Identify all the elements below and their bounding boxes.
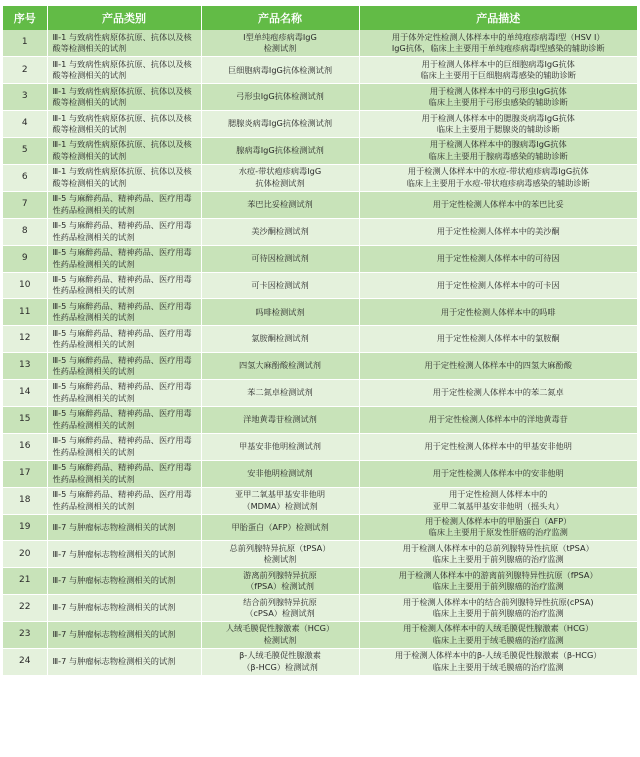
cell-index: 19 [3,514,47,541]
table-row [3,514,637,541]
cell-product-name: 四氢大麻酚酸检测试剂 [201,353,359,380]
cell-product-name: 水痘-带状疱疹病毒IgG 抗体检测试剂 [201,164,359,191]
cell-index: 23 [3,622,47,649]
table-row [3,648,637,675]
cell-category: Ⅲ-5 与麻醉药品、精神药品、医疗用毒性药品检测相关的试剂 [47,218,201,245]
header-product-name: 产品名称 [201,6,359,30]
cell-index: 24 [3,648,47,675]
cell-product-name: 游离前列腺特异抗原 （fPSA）检测试剂 [201,568,359,595]
cell-product-name: 苯巴比妥检测试剂 [201,191,359,218]
cell-category: Ⅲ-5 与麻醉药品、精神药品、医疗用毒性药品检测相关的试剂 [47,460,201,487]
cell-product-name: 人绒毛膜促性腺激素（HCG） 检测试剂 [201,622,359,649]
table-row [3,272,637,299]
table-row [3,299,637,326]
cell-description: 用于检测人体样本中的甲胎蛋白（AFP） 临床上主要用于原发性肝癌的治疗监测 [359,514,637,541]
cell-index: 5 [3,138,47,165]
cell-product-name: 苯二氮卓检测试剂 [201,380,359,407]
cell-category: Ⅲ-1 与致病性病原体抗原、抗体以及核酸等检测相关的试剂 [47,164,201,191]
table-row [3,111,637,138]
cell-product-name: 巨细胞病毒IgG抗体检测试剂 [201,57,359,84]
cell-category: Ⅲ-5 与麻醉药品、精神药品、医疗用毒性药品检测相关的试剂 [47,299,201,326]
cell-product-name: 腮腺炎病毒IgG抗体检测试剂 [201,111,359,138]
cell-category: Ⅲ-5 与麻醉药品、精神药品、医疗用毒性药品检测相关的试剂 [47,380,201,407]
cell-product-name: 可卡因检测试剂 [201,272,359,299]
cell-product-name: 可待因检测试剂 [201,245,359,272]
cell-category: Ⅲ-5 与麻醉药品、精神药品、医疗用毒性药品检测相关的试剂 [47,406,201,433]
cell-product-name: β-人绒毛膜促性腺激素 （β-HCG）检测试剂 [201,648,359,675]
cell-index: 20 [3,541,47,568]
table-row [3,622,637,649]
table-row [3,433,637,460]
cell-category: Ⅲ-5 与麻醉药品、精神药品、医疗用毒性药品检测相关的试剂 [47,433,201,460]
table-row [3,406,637,433]
cell-category: Ⅲ-7 与肿瘤标志物检测相关的试剂 [47,622,201,649]
cell-index: 11 [3,299,47,326]
cell-category: Ⅲ-1 与致病性病原体抗原、抗体以及核酸等检测相关的试剂 [47,111,201,138]
table-body [3,30,637,675]
table-row [3,30,637,57]
header-category: 产品类别 [47,6,201,30]
table-row [3,541,637,568]
table-row [3,487,637,514]
cell-category: Ⅲ-7 与肿瘤标志物检测相关的试剂 [47,648,201,675]
table-row [3,164,637,191]
table-row [3,191,637,218]
cell-description: 用于检测人体样本中的总前列腺特异性抗原（tPSA） 临床上主要用于前列腺癌的治疗监测 [359,541,637,568]
cell-category: Ⅲ-5 与麻醉药品、精神药品、医疗用毒性药品检测相关的试剂 [47,487,201,514]
cell-index: 1 [3,30,47,57]
cell-index: 16 [3,433,47,460]
product-table [3,6,637,676]
cell-description: 用于定性检测人体样本中的苯巴比妥 [359,191,637,218]
cell-index: 4 [3,111,47,138]
table-header [3,6,637,30]
header-row [3,6,637,30]
cell-description: 用于定性检测人体样本中的可待因 [359,245,637,272]
cell-index: 8 [3,218,47,245]
table-row [3,568,637,595]
cell-product-name: 美沙酮检测试剂 [201,218,359,245]
cell-index: 22 [3,595,47,622]
table-row [3,218,637,245]
cell-description: 用于检测人体样本中的人绒毛膜促性腺激素（HCG） 临床上主要用于绒毛膜癌的治疗监测 [359,622,637,649]
cell-description: 用于检测人体样本中的游离前列腺特异性抗原（fPSA） 临床上主要用于前列腺癌的治疗监测 [359,568,637,595]
cell-description: 用于定性检测人体样本中的洋地黄毒苷 [359,406,637,433]
cell-description: 用于定性检测人体样本中的可卡因 [359,272,637,299]
cell-description: 用于检测人体样本中的水痘-带状疱疹病毒IgG抗体 临床上主要用于水痘-带状疱疹病毒感染的辅助诊断 [359,164,637,191]
cell-product-name: 甲基安非他明检测试剂 [201,433,359,460]
cell-index: 15 [3,406,47,433]
cell-product-name: 结合前列腺特异抗原 （cPSA）检测试剂 [201,595,359,622]
cell-index: 3 [3,84,47,111]
table-row [3,460,637,487]
cell-description: 用于体外定性检测人体样本中的单纯疱疹病毒Ⅰ型（HSV Ⅰ） IgG抗体，临床上主要用于单纯疱疹病毒Ⅰ型感染的辅助诊断 [359,30,637,57]
cell-category: Ⅲ-7 与肿瘤标志物检测相关的试剂 [47,541,201,568]
cell-index: 14 [3,380,47,407]
table-row [3,353,637,380]
cell-product-name: 吗啡检测试剂 [201,299,359,326]
header-description: 产品描述 [359,6,637,30]
cell-category: Ⅲ-7 与肿瘤标志物检测相关的试剂 [47,568,201,595]
table-row [3,57,637,84]
table-row [3,245,637,272]
cell-description: 用于检测人体样本中的腺病毒IgG抗体 临床上主要用于腺病毒感染的辅助诊断 [359,138,637,165]
cell-description: 用于检测人体样本中的结合前列腺特异性抗原(cPSA) 临床上主要用于前列腺癌的治疗监测 [359,595,637,622]
cell-index: 2 [3,57,47,84]
cell-product-name: 总前列腺特异抗原（tPSA） 检测试剂 [201,541,359,568]
cell-category: Ⅲ-5 与麻醉药品、精神药品、医疗用毒性药品检测相关的试剂 [47,326,201,353]
cell-category: Ⅲ-5 与麻醉药品、精神药品、医疗用毒性药品检测相关的试剂 [47,245,201,272]
cell-description: 用于检测人体样本中的β-人绒毛膜促性腺激素（β-HCG） 临床上主要用于绒毛膜癌的治疗监测 [359,648,637,675]
table-row [3,84,637,111]
cell-description: 用于定性检测人体样本中的 亚甲二氧基甲基安非他明（摇头丸） [359,487,637,514]
cell-product-name: 氯胺酮检测试剂 [201,326,359,353]
cell-description: 用于定性检测人体样本中的美沙酮 [359,218,637,245]
cell-description: 用于定性检测人体样本中的甲基安非他明 [359,433,637,460]
cell-product-name: 安非他明检测试剂 [201,460,359,487]
cell-category: Ⅲ-1 与致病性病原体抗原、抗体以及核酸等检测相关的试剂 [47,57,201,84]
cell-index: 12 [3,326,47,353]
cell-category: Ⅲ-1 与致病性病原体抗原、抗体以及核酸等检测相关的试剂 [47,138,201,165]
cell-description: 用于定性检测人体样本中的四氢大麻酚酸 [359,353,637,380]
cell-category: Ⅲ-7 与肿瘤标志物检测相关的试剂 [47,595,201,622]
table-row [3,138,637,165]
cell-index: 21 [3,568,47,595]
cell-product-name: 弓形虫IgG抗体检测试剂 [201,84,359,111]
cell-description: 用于定性检测人体样本中的氯胺酮 [359,326,637,353]
table-row [3,595,637,622]
cell-index: 18 [3,487,47,514]
cell-index: 7 [3,191,47,218]
table-row [3,326,637,353]
table-row [3,380,637,407]
cell-product-name: 洋地黄毒苷检测试剂 [201,406,359,433]
cell-description: 用于检测人体样本中的腮腺炎病毒IgG抗体 临床上主要用于腮腺炎的辅助诊断 [359,111,637,138]
cell-index: 17 [3,460,47,487]
cell-description: 用于定性检测人体样本中的吗啡 [359,299,637,326]
cell-index: 10 [3,272,47,299]
cell-description: 用于定性检测人体样本中的苯二氮卓 [359,380,637,407]
cell-category: Ⅲ-7 与肿瘤标志物检测相关的试剂 [47,514,201,541]
cell-index: 6 [3,164,47,191]
cell-category: Ⅲ-1 与致病性病原体抗原、抗体以及核酸等检测相关的试剂 [47,84,201,111]
cell-description: 用于检测人体样本中的弓形虫IgG抗体 临床上主要用于弓形虫感染的辅助诊断 [359,84,637,111]
cell-category: Ⅲ-5 与麻醉药品、精神药品、医疗用毒性药品检测相关的试剂 [47,353,201,380]
header-index: 序号 [3,6,47,30]
cell-product-name: 甲胎蛋白（AFP）检测试剂 [201,514,359,541]
cell-index: 13 [3,353,47,380]
cell-description: 用于检测人体样本中的巨细胞病毒IgG抗体 临床上主要用于巨细胞病毒感染的辅助诊断 [359,57,637,84]
cell-category: Ⅲ-5 与麻醉药品、精神药品、医疗用毒性药品检测相关的试剂 [47,272,201,299]
cell-description: 用于定性检测人体样本中的安非他明 [359,460,637,487]
cell-product-name: 腺病毒IgG抗体检测试剂 [201,138,359,165]
cell-product-name: Ⅰ型单纯疱疹病毒IgG 检测试剂 [201,30,359,57]
cell-product-name: 亚甲二氧基甲基安非他明 （MDMA）检测试剂 [201,487,359,514]
cell-category: Ⅲ-5 与麻醉药品、精神药品、医疗用毒性药品检测相关的试剂 [47,191,201,218]
cell-index: 9 [3,245,47,272]
cell-category: Ⅲ-1 与致病性病原体抗原、抗体以及核酸等检测相关的试剂 [47,30,201,57]
